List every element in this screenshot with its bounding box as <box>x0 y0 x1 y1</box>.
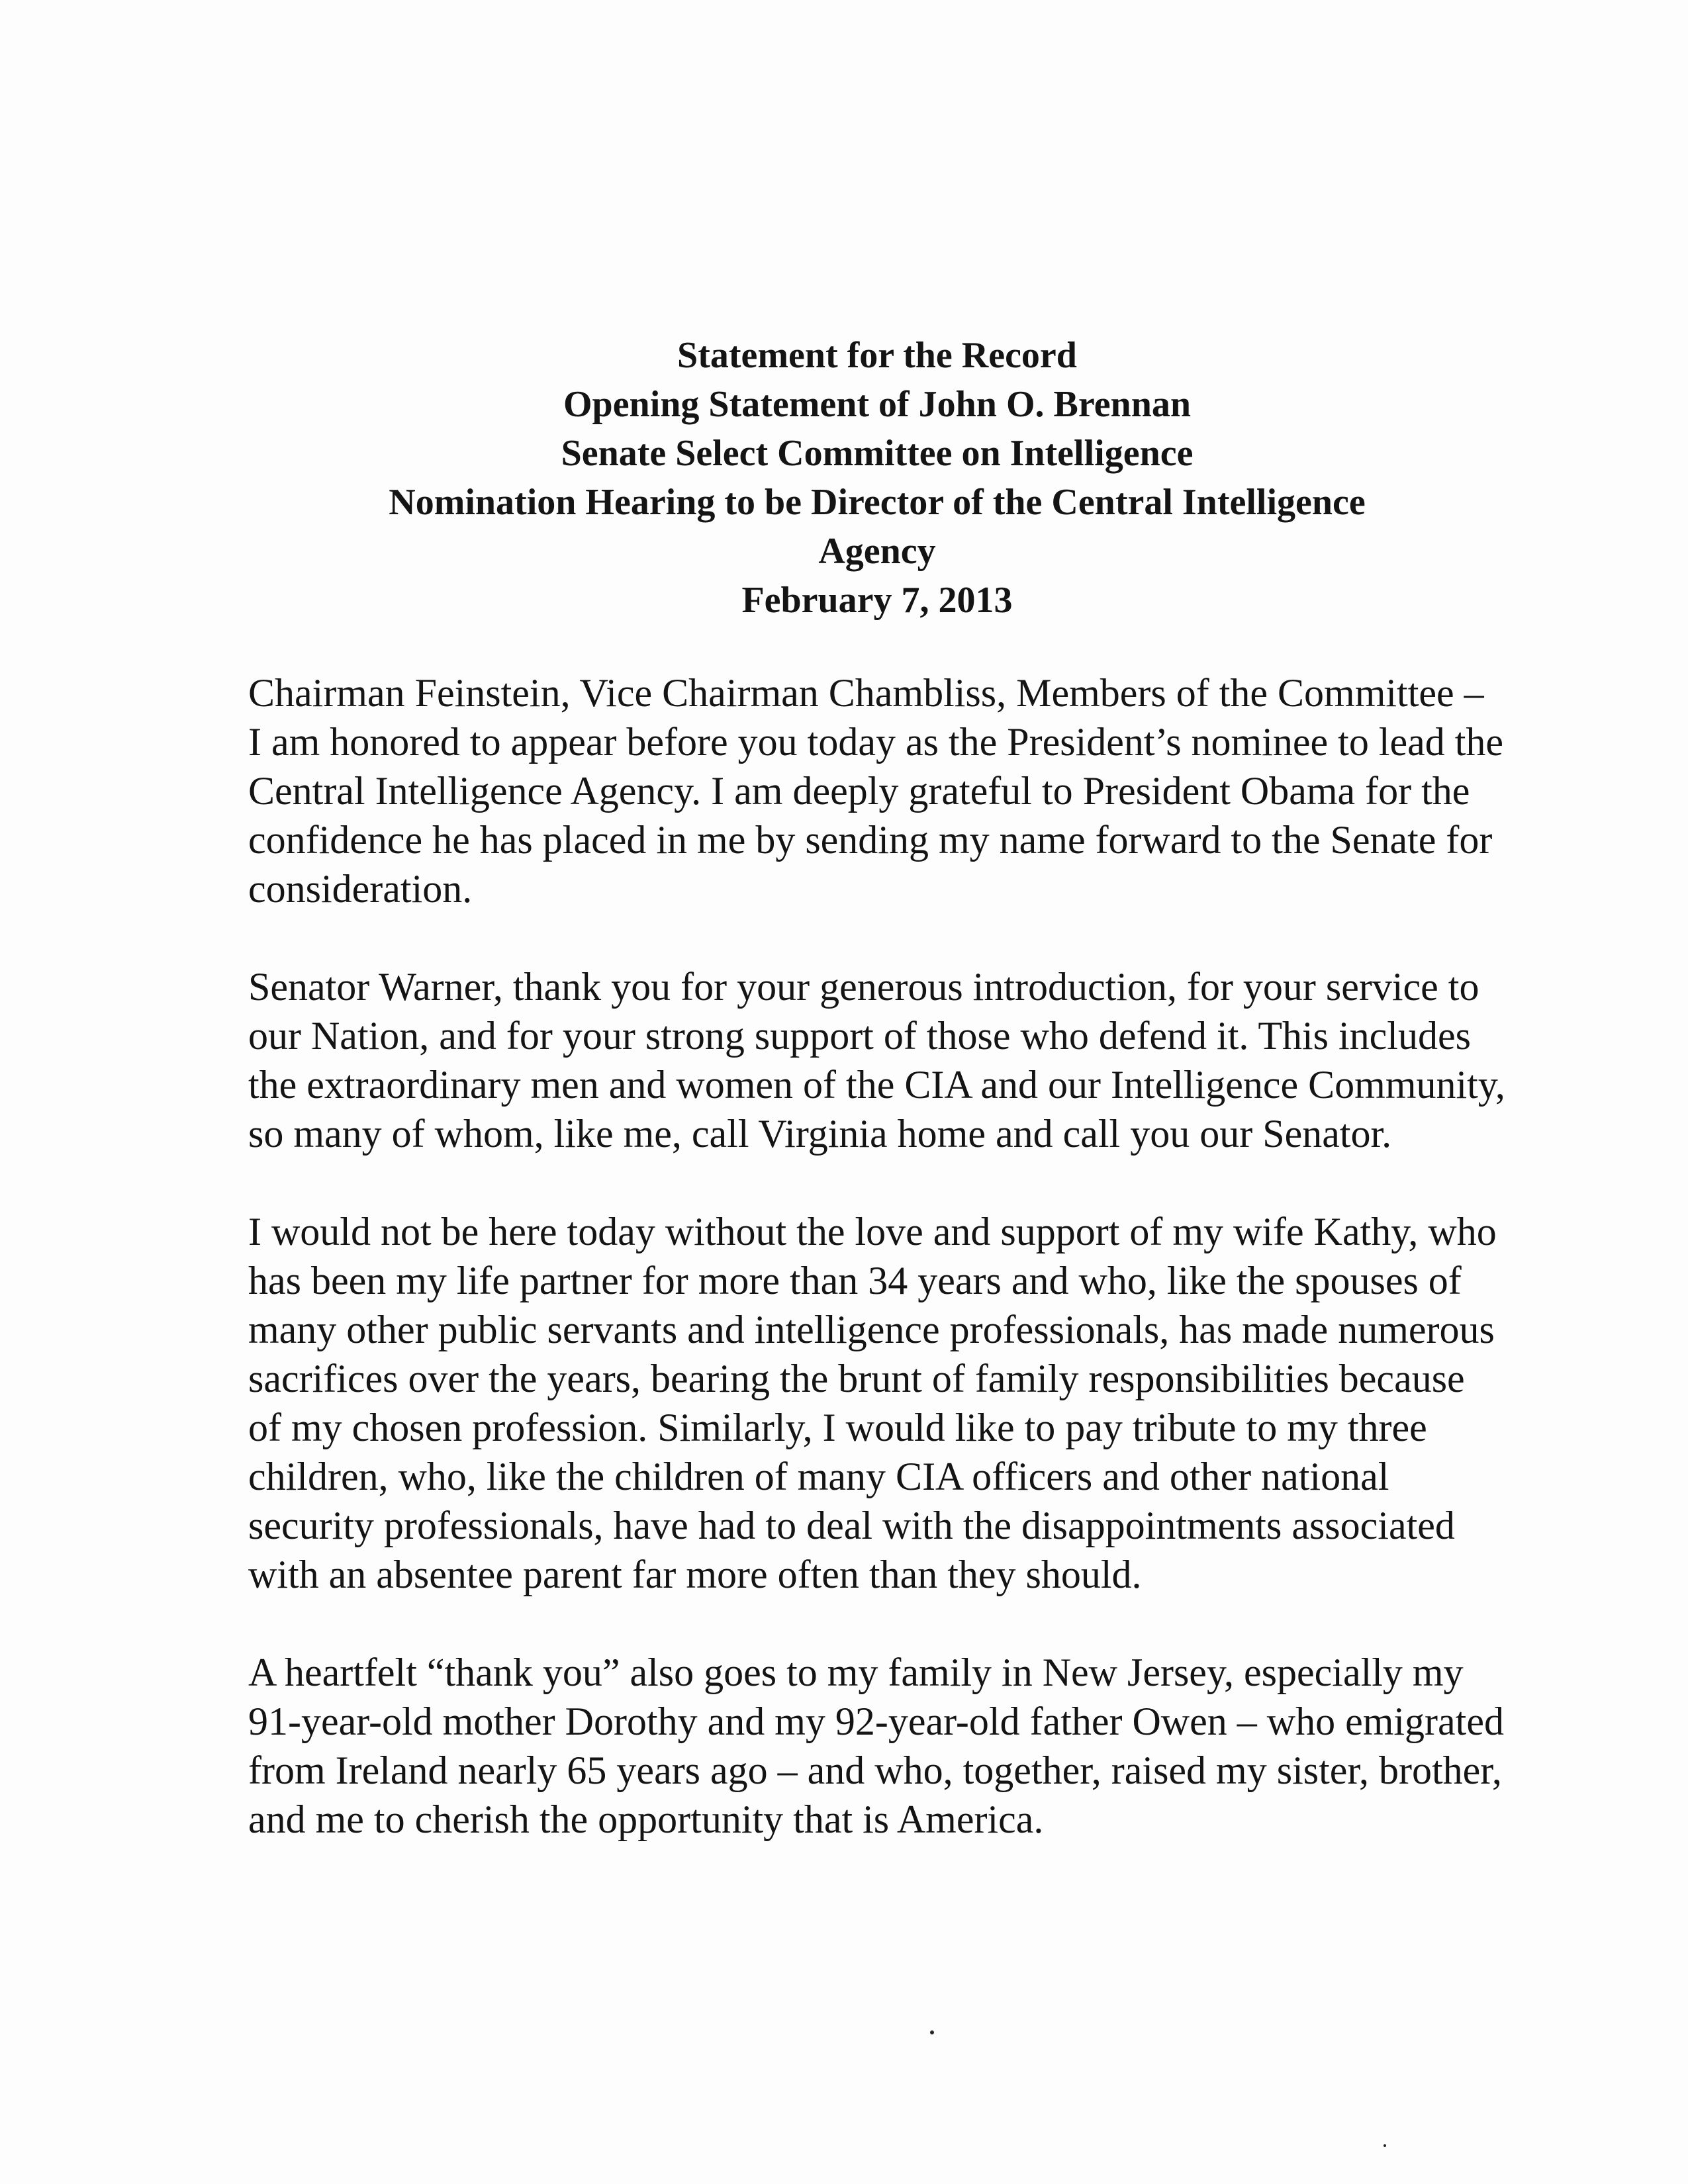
header-hearing: Nomination Hearing to be Director of the Central Intelligence <box>389 482 1366 523</box>
header-title: Statement for the Record <box>677 335 1077 376</box>
paragraph-1: Chairman Feinstein, Vice Chairman Chambliss, Members of the Committee – I am honored to appear before you today as the President’s nominee to lead the Central Intelligence Agency. I am deeply grateful to President Obama for the confidence he has placed in me by sending my name forward to the Senate for consideration. <box>248 671 1504 911</box>
document-header <box>132 331 1622 625</box>
paragraph-3: I would not be here today without the love and support of my wife Kathy, who has been my life partner for more than 34 years and who, like the spouses of many other public servants and intelligence professionals, has made numerous sacrifices over the years, bearing the brunt of family responsibilities because of my chosen profession. Similarly, I would like to pay tribute to my three children, who, like the children of many CIA officers and other national security professionals, have had to deal with the disappointments associated with an absentee parent far more often than they should. <box>248 1210 1497 1596</box>
statement-body <box>248 668 1506 1893</box>
paragraph-2: Senator Warner, thank you for your generous introduction, for your service to our Nation, and for your strong support of those who defend it. This includes the extraordinary men and women of the CIA and our Intelligence Community, so many of whom, like me, call Virginia home and call you our Senator. <box>248 965 1505 1156</box>
paragraph-4: A heartfelt “thank you” also goes to my family in New Jersey, especially my 91-year-old mother Dorothy and my 92-year-old father Owen – who emigrated from Ireland nearly 65 years ago – and who, together, raised my sister, brother, and me to cherish the opportunity that is America. <box>248 1651 1504 1841</box>
header-subtitle: Opening Statement of John O. Brennan <box>563 384 1191 425</box>
scan-speck <box>930 2030 934 2034</box>
header-agency: Agency <box>818 531 936 572</box>
header-date: February 7, 2013 <box>741 580 1013 621</box>
scan-speck <box>1383 2144 1386 2147</box>
header-committee: Senate Select Committee on Intelligence <box>561 433 1194 474</box>
